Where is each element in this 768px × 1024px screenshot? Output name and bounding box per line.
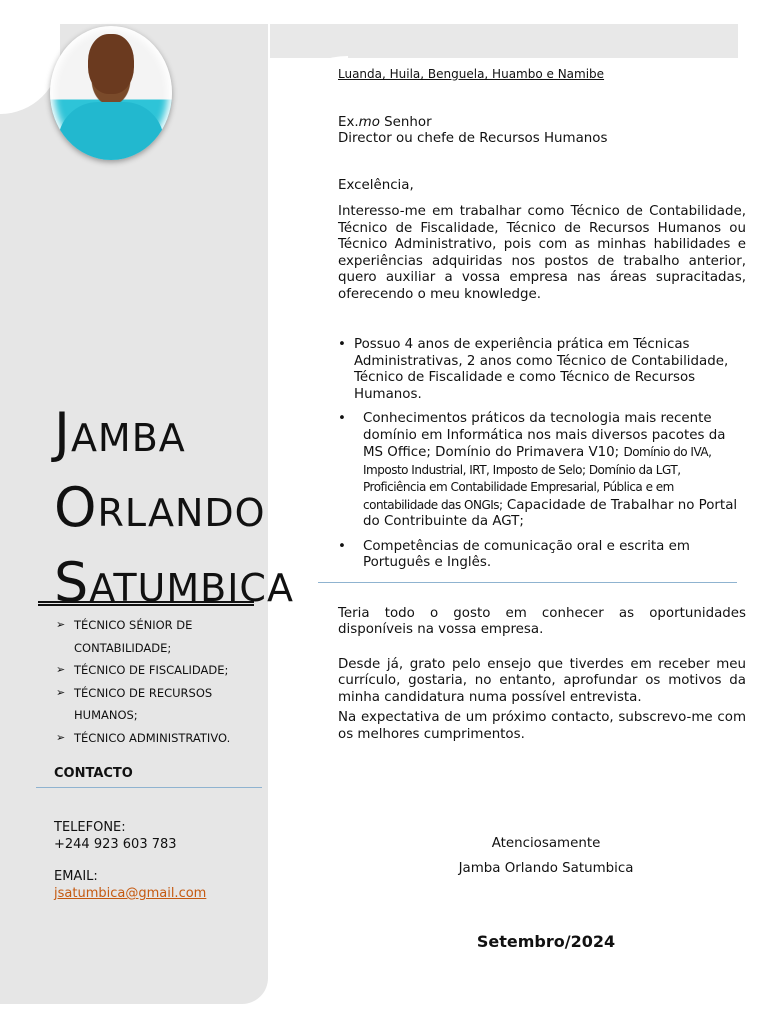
- role-item: [56, 614, 266, 659]
- photo-face: [88, 34, 134, 94]
- paragraph-opportunities: Teria todo o gosto em conhecer as oportunidades disponíveis na vossa empresa.: [338, 605, 746, 637]
- salutation-rest: Senhor: [379, 114, 432, 130]
- email-link[interactable]: jsatumbica@gmail.com: [54, 886, 207, 901]
- name-divider: [38, 601, 254, 606]
- arrow-bullet-icon: ➢: [56, 685, 66, 699]
- signature-block: [338, 831, 754, 881]
- name-line-1: [54, 398, 294, 473]
- content-divider: [318, 582, 737, 583]
- name-rest: AMBA: [70, 416, 186, 460]
- header-band: [270, 24, 738, 58]
- salutation-prefix: Ex.: [338, 114, 359, 130]
- profile-photo: [50, 26, 172, 160]
- salutation: [338, 115, 746, 132]
- signature: Jamba Orlando Satumbica: [458, 861, 634, 876]
- role-label: TÉCNICO SÉNIOR DE CONTABILIDADE;: [74, 618, 193, 655]
- letter-date: Setembro/2024: [476, 932, 616, 951]
- name-rest: RLANDO: [97, 491, 266, 535]
- role-label: TÉCNICO DE RECURSOS HUMANOS;: [74, 685, 213, 722]
- name-line-3: [54, 548, 294, 623]
- role-item: [56, 659, 266, 682]
- paragraph-closing: Na expectativa de um próximo contacto, subscrevo-me com os melhores cumprimentos.: [338, 710, 746, 742]
- name-initial: S: [54, 551, 90, 614]
- skills-list: [338, 337, 746, 572]
- phone-value: +244 923 603 783: [54, 837, 177, 852]
- name-initial: J: [54, 401, 71, 464]
- contact-divider: [36, 787, 262, 788]
- arrow-bullet-icon: ➢: [56, 730, 66, 744]
- regions-line: Luanda, Huila, Benguela, Huambo e Namibe: [338, 67, 605, 81]
- candidate-name: [54, 398, 294, 623]
- name-line-2: [54, 473, 294, 548]
- roles-list: [56, 614, 266, 749]
- skill-item: [338, 411, 746, 531]
- contact-heading: CONTACTO: [54, 766, 133, 781]
- skill-text: Possuo 4 anos de experiência prática em Técnicas Administrativas, 2 anos como Técnico de Contabilidade, Técnico de Fiscalidade e como Técnico de Recursos Humanos.: [354, 337, 729, 402]
- name-initial: O: [54, 476, 98, 539]
- skill-text: Competências de comunicação oral e escrita em Português e Inglês.: [363, 538, 690, 570]
- recipient: Director ou chefe de Recursos Humanos: [338, 131, 608, 146]
- intro-paragraph: Interesso-me em trabalhar como Técnico de Contabilidade, Técnico de Fiscalidade, Técnico de Recursos Humanos ou Técnico Administrativo, pois com as minhas habilidades e experiências adquiridas nos postos de trabalho anterior, quero auxiliar a vossa empresa nas áreas supracitadas, oferecendo o meu knowledge.: [338, 204, 746, 302]
- skill-item: [338, 539, 746, 572]
- role-label: TÉCNICO ADMINISTRATIVO.: [74, 730, 231, 745]
- arrow-bullet-icon: ➢: [56, 663, 66, 676]
- photo-shirt: [58, 102, 164, 160]
- bullet-icon: •: [338, 337, 346, 352]
- role-item: [56, 727, 266, 750]
- arrow-bullet-icon: ➢: [56, 618, 66, 631]
- role-item: [56, 682, 266, 727]
- phone-label: TELEFONE:: [54, 820, 126, 835]
- closing: Atenciosamente: [491, 836, 601, 851]
- salutation-sup: mo: [358, 114, 380, 130]
- role-label: TÉCNICO DE FISCALIDADE;: [74, 663, 229, 677]
- skill-text-condensed: Domínio do IVA, Imposto Industrial, IRT, Imposto de Selo; Domínio da LGT, Proficiência em Contabilidade Empresarial, Pública e em contabilidade das ONGIs;: [363, 445, 712, 512]
- skill-item: [338, 337, 746, 403]
- name-rest: ATUMBICA: [89, 566, 294, 610]
- bullet-icon: •: [338, 411, 346, 426]
- bullet-icon: •: [338, 538, 346, 554]
- greeting: Excelência,: [338, 177, 414, 193]
- cover-letter: [338, 66, 746, 743]
- contact-details: [54, 819, 206, 902]
- content-corner: [268, 56, 348, 176]
- email-label: EMAIL:: [54, 869, 98, 884]
- paragraph-interview: Desde já, grato pelo ensejo que tiverdes em receber meu currículo, gostaria, no entanto, aprofundar os motivos da minha candidatura numa possível entrevista.: [338, 656, 746, 705]
- skill-text-tail: Capacidade de Trabalhar no Portal do Contribuinte da AGT;: [363, 497, 738, 529]
- skill-text: Conhecimentos práticos da tecnologia mais recente domínio em Informática nos mais diversos pacotes da MS Office; Domínio do Primavera V10;: [363, 411, 726, 460]
